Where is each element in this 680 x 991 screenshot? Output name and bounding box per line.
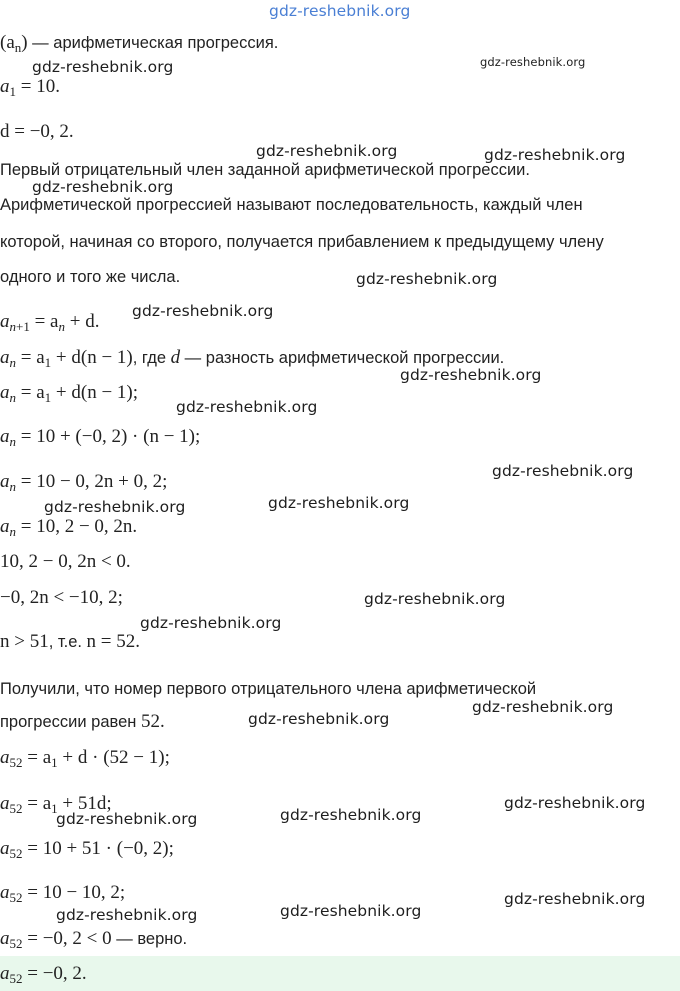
watermark: gdz-reshebnik.org (484, 146, 626, 164)
step-1: $a_n = a_1 + d(n - 1)$; (0, 382, 139, 405)
watermark: gdz-reshebnik.org (492, 462, 634, 480)
watermark: gdz-reshebnik.org (32, 178, 174, 196)
find-statement: Первый отрицательный член заданной арифметической прогрессии. (0, 161, 530, 179)
watermark: gdz-reshebnik.org (132, 302, 274, 320)
watermark: gdz-reshebnik.org (256, 142, 398, 160)
watermark: gdz-reshebnik.org (480, 55, 586, 69)
conclusion-line-1: Получили, что номер первого отрицательного члена арифметической (0, 680, 537, 698)
step-3: $a_n = 10 - 0$, 2n + 0, 2; (0, 471, 168, 494)
check-1: $a_{52} = a_1 + d \cdot (52 - 1)$; (0, 747, 170, 770)
definition-line-3: одного и того же числа. (0, 268, 181, 286)
step-2: $a_n = 10 + (-0$, 2) · (n − 1); (0, 426, 201, 449)
answer: $a_{52} = -0$, 2. (0, 963, 87, 986)
watermark: gdz-reshebnik.org (280, 806, 422, 824)
general-term-formula: $a_n = a_1 + d(n - 1)$, где d — разность арифметической прогрессии. (0, 347, 505, 370)
watermark: gdz-reshebnik.org (176, 398, 318, 416)
watermark: gdz-reshebnik.org (364, 590, 506, 608)
recurrence-formula: $a_{n+1} = a_n + d$. (0, 311, 100, 334)
watermark: gdz-reshebnik.org (140, 614, 282, 632)
watermark: gdz-reshebnik.org (56, 810, 198, 828)
definition-line-1: Арифметической прогрессией называют последовательность, каждый член (0, 196, 583, 214)
watermark: gdz-reshebnik.org (248, 710, 390, 728)
inequality-3: n > 51, т.е. n = 52. (0, 631, 141, 652)
sequence-description: — арифметическая прогрессия. (27, 34, 279, 52)
watermark: gdz-reshebnik.org (32, 58, 174, 76)
inequality-2: −0, 2n < −10, 2; (0, 587, 123, 608)
answer-highlight (0, 956, 680, 991)
given-sequence (0, 32, 278, 54)
check-4: $a_{52} = 10 - 10$, 2; (0, 882, 126, 905)
watermark: gdz-reshebnik.org (280, 902, 422, 920)
definition-line-2: которой, начиная со второго, получается прибавлением к предыдущему члену (0, 233, 604, 251)
watermark: gdz-reshebnik.org (472, 698, 614, 716)
watermark: gdz-reshebnik.org (44, 498, 186, 516)
watermark: gdz-reshebnik.org (56, 906, 198, 924)
check-3: $a_{52} = 10 + 51 \cdot (-0$, 2); (0, 838, 174, 861)
given-a1: $a_1 = 10$. (0, 76, 60, 99)
given-d: d = −0, 2. (0, 121, 74, 142)
check-5: $a_{52} = -0$, 2 < 0 — верно. (0, 928, 188, 951)
watermark: gdz-reshebnik.org (504, 890, 646, 908)
check-2: $a_{52} = a_1 + 51d$; (0, 793, 112, 816)
inequality-1: 10, 2 − 0, 2n < 0. (0, 551, 131, 572)
watermark: gdz-reshebnik.org (268, 494, 410, 512)
step-4: $a_n = 10$, 2 − 0, 2n. (0, 516, 138, 539)
watermark: gdz-reshebnik.org (400, 366, 542, 384)
watermark: gdz-reshebnik.org (504, 794, 646, 812)
site-watermark[interactable]: gdz-reshebnik.org (269, 2, 411, 20)
watermark: gdz-reshebnik.org (356, 270, 498, 288)
sequence-symbol: $(a_n)$ (0, 32, 28, 55)
conclusion-line-2: прогрессии равен 52. (0, 711, 165, 732)
